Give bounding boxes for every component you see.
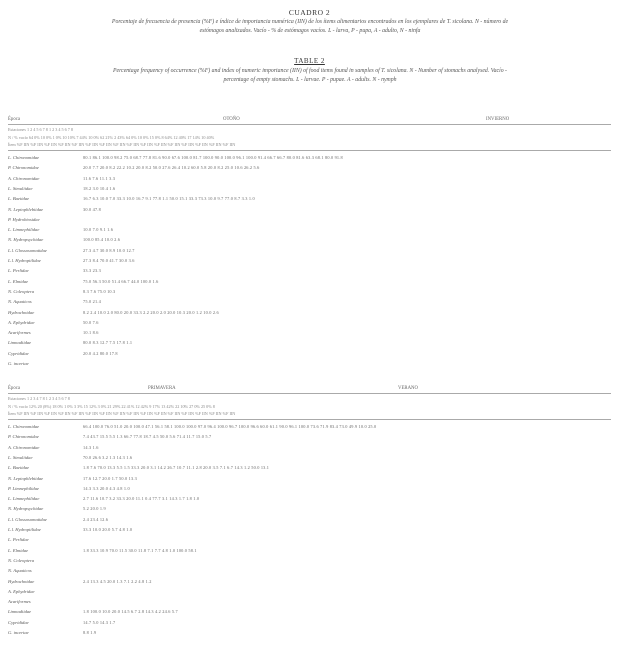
cuadro-title: CUADRO 2: [288, 8, 331, 17]
lower-table: [8, 386, 611, 644]
table-row: [8, 237, 611, 245]
row-values: 50.0 7.6: [83, 319, 99, 325]
upper-season-left: OTOÑO: [223, 117, 240, 122]
food-item-label: L. Simuliidae: [8, 185, 33, 191]
food-item-label: N. Hydropsychidae: [8, 237, 44, 243]
upper-season-right: INVIERNO: [486, 117, 510, 122]
upper-header-line: Estaciones 1 2 4 5 6 7 8 1 2 3 4 5 6 7 8: [8, 127, 74, 132]
food-item-label: L.l. Glossosomatidae: [8, 516, 47, 522]
food-item-label: Acariformes: [8, 330, 31, 336]
table-row: [8, 289, 611, 297]
food-item-label: A. Ephydridae: [8, 588, 35, 594]
table-row: [8, 268, 611, 276]
row-values: 33.3 23.3: [83, 268, 101, 274]
row-values: 2.4 23.4 12.6: [83, 516, 109, 522]
row-values: 14.7 5.0 14.3 1.7: [83, 619, 116, 625]
table-row: [8, 299, 611, 307]
food-item-label: L.l. Hydroptilidae: [8, 258, 41, 263]
lower-header-line: Ítem %F IIN %F IIN %F IIN %F IIN %F IIN %F IIN %F IIN %F IIN %F IIN %F IIN %F IIN %F IIN %F IIN %F IIN %F IIN %F IIN: [8, 411, 236, 416]
table-row: [8, 465, 611, 473]
row-values: 14.3 1.6: [83, 444, 99, 450]
row-values: 1.8 7.6 70.0 13.3 5.5 1.5 33.3 20.0 3.1 14.2 26.7 10.7 11.1 2.8 20.0 3.5 7.1 6.7 14.3 1.2 50.0 13.1: [83, 465, 270, 471]
food-item-label: L. Perlidae: [8, 537, 29, 543]
food-item-label: L.l. Glossosomatidae: [8, 247, 47, 253]
upper-rule-header: [8, 150, 611, 151]
food-item-label: L. Simuliidae: [8, 454, 33, 460]
food-item-label: Hydrachnidae: [8, 309, 35, 315]
food-item-label: A. Chironomidae: [8, 175, 40, 181]
row-values: 27.3 4.7 30.0 8.9 10.0 12.7: [83, 247, 135, 253]
food-item-label: L. Limnephilidae: [8, 496, 40, 502]
lower-epoca-label: Época: [8, 386, 20, 391]
table-row: [8, 537, 611, 545]
food-item-label: N. Aquaticos: [8, 568, 32, 574]
table-row: [8, 455, 611, 463]
table-row: [8, 527, 611, 535]
table-row: [8, 589, 611, 597]
table-row: [8, 217, 611, 225]
table-row: [8, 258, 611, 266]
row-values: 11.6 7.6 11.1 3.3: [83, 175, 116, 181]
caption-english: Percentage frequency of occurrence (%F) and index of numeric importance (IIN) of food items found in samples of T. sicolana. N - Number of stomachs analysed. Vacío - percentage of empty stomachs. L - larvae. P - pupae. A - adults. N - nymph: [112, 68, 507, 83]
row-values: 20.0 4.2 80.0 17.8: [83, 350, 118, 356]
row-values: 30.0 47.8: [83, 206, 101, 212]
table-row: [8, 476, 611, 484]
table-row: [8, 155, 611, 163]
table-row: [8, 496, 611, 504]
table-row: [8, 517, 611, 525]
table-row: [8, 351, 611, 359]
table-row: [8, 506, 611, 514]
table-row: [8, 310, 611, 318]
table-row: [8, 434, 611, 442]
row-values: 8.8 1.9: [83, 630, 97, 635]
row-values: 33.3 10.0 20.0 5.7 4.8 1.0: [83, 527, 133, 532]
table-row: [8, 248, 611, 256]
food-item-label: Acariformes: [8, 599, 31, 605]
lower-header-line: N / % vacío 12% 20 (8%) 18 0% 1 0% 3 3% 15 12% 3 0% 21 29% 22 41% 12 42% 9 17% 13 42% 22 10% 27 0% 25 0% 8: [8, 403, 215, 409]
table-row: [8, 196, 611, 204]
food-item-label: N. Hydropsychidae: [8, 506, 44, 512]
upper-epoca-label: Época: [8, 117, 20, 122]
food-item-label: G. incertae: [8, 630, 29, 635]
row-values: 75.0 21.4: [83, 299, 101, 305]
lower-rule-header: [8, 419, 611, 420]
food-item-label: A. Ephydridae: [8, 319, 35, 325]
food-item-label: L. Chironomidae: [8, 424, 40, 429]
table-row: [8, 486, 611, 494]
lower-header-line: Estaciones 1 2 3 4 7 8 1 2 3 4 5 6 7 8: [8, 396, 70, 401]
row-values: 27.3 8.4 70.0 41.7 30.0 3.6: [83, 258, 135, 263]
row-values: 8.3 7.6 75.0 10.3: [83, 288, 116, 294]
table-row: [8, 630, 611, 638]
table-row: [8, 320, 611, 328]
upper-header-line: N / % vacío 64 0% 10 0% 1 0% 10 10% 7 44% 10 0% 62 21% 2 43% 64 0% 10 0% 15 0% 8 64% 12 40% 17 14% 10 40%: [8, 134, 215, 140]
row-values: 14.3 3.3 20.0 4.3 4.8 1.0: [83, 485, 130, 491]
table-row: [8, 609, 611, 617]
food-item-label: L. Perlidae: [8, 268, 29, 274]
table-row: [8, 330, 611, 338]
food-item-label: G. incertae: [8, 361, 29, 366]
food-item-label: Cyprididae: [8, 350, 29, 356]
food-item-label: L. Elmidae: [8, 547, 29, 553]
food-item-label: L. Baetidae: [8, 465, 30, 471]
food-item-label: A. Chironomidae: [8, 444, 40, 450]
food-item-label: L. Elmidae: [8, 278, 29, 284]
upper-header-line: Ítem %F IIN %F IIN %F IIN %F IIN %F IIN %F IIN %F IIN %F IIN %F IIN %F IIN %F IIN %F IIN %F IIN %F IIN %F IIN %F IIN: [8, 142, 236, 147]
table-row: [8, 186, 611, 194]
caption-spanish: Porcentaje de frecuencia de presencia (%F) e índice de importancia numérica (IIN) de los ítems alimentarios encontrados en los ejemplares de T. sicolana. N - número de estómagos analizados. Vacío - % de estómagos vacíos. L - larva, P - pupa, A - adulto, N - ninfa: [111, 19, 509, 34]
food-item-label: L. Limnephilidae: [8, 227, 40, 233]
food-item-label: N. Coleoptera: [8, 557, 35, 563]
row-values: 8.2 2.4 10.0 2.0 80.0 20.0 33.3 2.2 20.0 2.0 20.0 10.3 20.0 1.2 10.0 2.6: [83, 309, 219, 315]
row-values: 2.7 11.6 10.7 3.2 33.3 20.0 11.1 0.4 77.7 3.1 14.3 1.7 1.8 1.0: [83, 496, 200, 502]
food-item-label: P. Chironomidae: [8, 165, 39, 171]
food-item-label: N. Coleoptera: [8, 288, 35, 294]
row-values: 70.0 26.6 3.2 1.3 14.3 1.6: [83, 454, 133, 460]
food-item-label: L.l. Hydroptilidae: [8, 527, 41, 532]
row-values: 10.1 8.6: [83, 330, 99, 336]
food-item-label: N. Leptophlebiidae: [8, 206, 44, 212]
table-row: [8, 579, 611, 587]
upper-rule-top: [8, 124, 611, 125]
row-values: 2.4 13.3 4.5 20.0 1.3 7.1 2.2 4.8 1.2: [83, 578, 152, 584]
table-row: [8, 599, 611, 607]
row-values: 17.6 12.7 20.0 1.7 50.0 13.3: [83, 475, 137, 481]
row-values: 80.1 86.1 100.0 98.2 75.0 68.7 77.8 81.6 90.0 67.6 100.0 81.7 100.0 90.0 100.0 96.1 100.0 91.4 66.7 66.7 80.0 81.6 63.3 68.1 80.0 91.8: [83, 155, 343, 160]
lower-season-right: VERANO: [398, 386, 418, 391]
row-values: 1.8 33.3 10.9 70.0 11.5 30.0 11.8 7.1 7.7 4.8 1.0 100.0 58.1: [83, 547, 197, 553]
row-values: 7.4 43.7 15.5 5.5 1.3 66.7 77.8 18.7 4.5 50.0 5.6 71.4 11.7 15.0 5.7: [83, 434, 212, 440]
table-row: [8, 207, 611, 215]
table-row: [8, 176, 611, 184]
lower-season-left: PRIMAVERA: [148, 386, 176, 391]
table-row: [8, 165, 611, 173]
table-row: [8, 568, 611, 576]
food-item-label: N. Aquaticos: [8, 299, 32, 305]
table-row: [8, 279, 611, 287]
row-values: 80.0 8.3 12.7 7.5 17.8 1.1: [83, 340, 133, 346]
table-row: [8, 548, 611, 556]
table-row: [8, 227, 611, 235]
table-row: [8, 340, 611, 348]
row-values: 5.2 20.0 1.9: [83, 506, 106, 512]
food-item-label: Limnadiidae: [8, 340, 32, 346]
row-values: 66.4 100.0 76.0 51.0 20.0 100.0 47.1 56.1 58.1 100.0 100.0 97.0 96.4 100.0 96.7 100.0 96.6 60.0 61.1 90.0 96.1 100.0 73.6 71.9 83.4 73.0 49.9 10.0 25.0: [83, 424, 377, 429]
food-item-label: Cyprididae: [8, 619, 29, 625]
food-item-label: P. Chironomidae: [8, 434, 39, 440]
row-values: 20.0 7.7 20.0 8.2 22.2 10.2 20.0 8.2 50.0 27.6 26.4 10.2 60.0 5.8 20.0 8.2 25.0 10.6 26.2 5.6: [83, 165, 260, 171]
table-row: [8, 424, 611, 432]
row-values: 18.2 3.0 10.4 1.6: [83, 185, 116, 191]
upper-table: [8, 117, 611, 374]
row-values: 16.7 6.3 10.0 7.0 33.3 10.0 16.7 9.1 77.8 1.1 50.0 15.1 33.3 73.3 10.0 9.7 77.0 8.7 3.3 1.0: [83, 196, 255, 202]
row-values: 1.8 100.0 10.0 20.0 14.5 6.7 2.8 14.3 4.2 24.6 5.7: [83, 609, 178, 615]
row-values: 10.0 7.0 9.1 1.6: [83, 227, 114, 233]
food-item-label: L. Baetidae: [8, 196, 30, 202]
food-item-label: P. Hydrobiosidae: [8, 216, 40, 222]
table-row: [8, 361, 611, 369]
food-item-label: Limnadiidae: [8, 609, 32, 615]
table-row: [8, 445, 611, 453]
food-item-label: Hydrachnidae: [8, 578, 35, 584]
table-row: [8, 620, 611, 628]
lower-rule-top: [8, 393, 611, 394]
table-title: TABLE 2: [294, 57, 325, 65]
food-item-label: N. Leptophlebiidae: [8, 475, 44, 481]
table-row: [8, 558, 611, 566]
food-item-label: L. Chironomidae: [8, 155, 40, 160]
row-values: 100.0 85.4 10.0 2.6: [83, 237, 121, 243]
row-values: 75.0 56.3 50.0 51.4 66.7 44.0 100.0 1.6: [83, 278, 159, 284]
food-item-label: P. Limnephilidae: [8, 485, 40, 491]
